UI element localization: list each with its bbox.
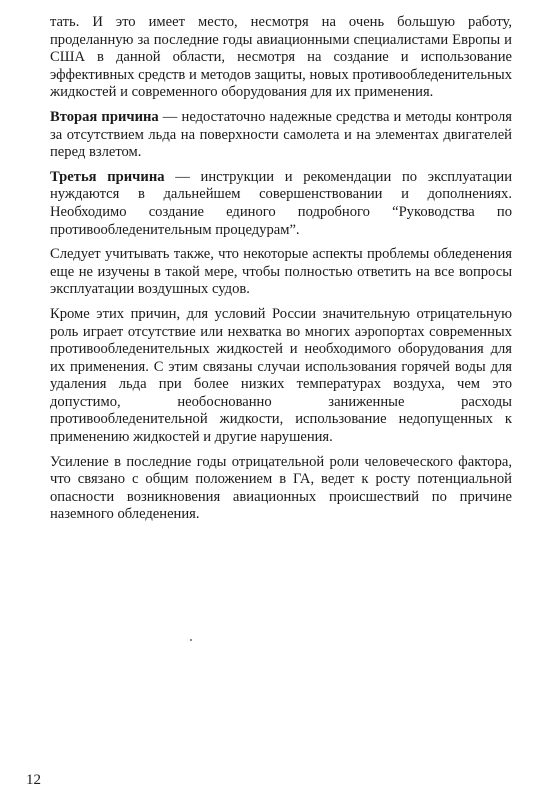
paragraph-text: Усиление в последние годы отрицательной роли человеческого фактора, что связано с общим положением в ГА, ведет к росту потенциальной опасности возникновения авиационных происшествий по причине наземного обледенения. — [50, 453, 512, 523]
scan-speck — [190, 639, 192, 641]
paragraph-lead: Вторая причина — [50, 108, 159, 125]
paragraph-text: — недостаточно надежные средства и методы контроля за отсутствием льда на поверхности самолета и на элементах двигателей перед взлетом. — [50, 108, 512, 161]
paragraph-russia — [50, 306, 512, 447]
page-number: 12 — [26, 772, 41, 788]
paragraph-human-factor — [50, 454, 512, 524]
paragraph-text: Кроме этих причин, для условий России значительную отрицательную роль играет отсутствие или нехватка во многих аэропортах современных противообледенительных жидкостей и необходимого оборудования для их применения. С этим связаны случаи использования горячей воды для удаления льда при более низких температурах воздуха, чем это допустимо, необоснованно заниженные расходы противообледенительной жидкости, использование недопущенных к применению жидкостей и другие нарушения. — [50, 305, 512, 446]
paragraph-aspects — [50, 246, 512, 299]
paragraph-text: тать. И это имеет место, несмотря на очень большую работу, проделанную за последние годы авиационными специалистами Европы и США в данной области, несмотря на создание и использование эффективных средств и методов защиты, новых противообледенительных жидкостей и современного оборудования для их применения. — [50, 14, 512, 101]
body-text — [50, 14, 512, 531]
paragraph-continuation — [50, 14, 512, 102]
paragraph-text: — инструкции и рекомендации по эксплуатации нуждаются в дальнейшем совершенствовании и дополнениях. Необходимо создание единого подробного “Руководства по противообледенительным процедурам”. — [50, 168, 512, 238]
paragraph-lead: Третья причина — [50, 168, 165, 185]
paragraph-text: Следует учитывать также, что некоторые аспекты проблемы обледенения еще не изучены в такой мере, чтобы полностью ответить на все вопросы эксплуатации воздушных судов. — [50, 246, 512, 298]
paragraph-third-reason — [50, 169, 512, 239]
paragraph-second-reason — [50, 109, 512, 162]
